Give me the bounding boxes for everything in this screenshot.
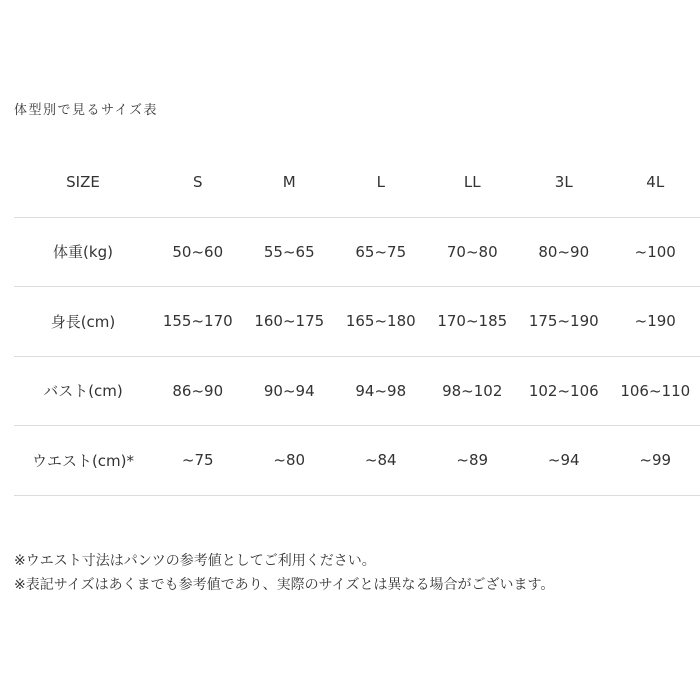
table-cell: 98~102 bbox=[427, 356, 519, 426]
table-row-weight bbox=[14, 217, 700, 287]
footnote-disclaimer: ※表記サイズはあくまでも参考値であり、実際のサイズとは異なる場合がございます。 bbox=[14, 577, 555, 593]
size-chart-table bbox=[14, 147, 700, 496]
table-cell: 106~110 bbox=[610, 356, 700, 426]
table-cell: 90~94 bbox=[244, 356, 336, 426]
header-size-l: L bbox=[335, 147, 427, 217]
table-cell: 175~190 bbox=[518, 287, 610, 357]
row-label: 体重(kg) bbox=[14, 217, 152, 287]
row-label: バスト(cm) bbox=[14, 356, 152, 426]
table-cell: 65~75 bbox=[335, 217, 427, 287]
footnotes bbox=[14, 549, 554, 597]
header-size-label: SIZE bbox=[14, 147, 152, 217]
table-cell: ~94 bbox=[518, 426, 610, 496]
page-title: 体型別で見るサイズ表 bbox=[14, 103, 158, 118]
table-header-row bbox=[14, 147, 700, 217]
table-row-waist bbox=[14, 426, 700, 496]
table-cell: 102~106 bbox=[518, 356, 610, 426]
table-cell: 165~180 bbox=[335, 287, 427, 357]
header-size-s: S bbox=[152, 147, 244, 217]
row-label: 身長(cm) bbox=[14, 287, 152, 357]
table-cell: 50~60 bbox=[152, 217, 244, 287]
table-cell: 80~90 bbox=[518, 217, 610, 287]
table-cell: ~75 bbox=[152, 426, 244, 496]
table-cell: 86~90 bbox=[152, 356, 244, 426]
table-cell: 155~170 bbox=[152, 287, 244, 357]
table-row-bust bbox=[14, 356, 700, 426]
header-size-m: M bbox=[244, 147, 336, 217]
table-cell: 170~185 bbox=[427, 287, 519, 357]
table-cell: ~84 bbox=[335, 426, 427, 496]
table-cell: ~99 bbox=[610, 426, 700, 496]
header-size-4l: 4L bbox=[610, 147, 700, 217]
table-cell: ~190 bbox=[610, 287, 700, 357]
table-cell: 160~175 bbox=[244, 287, 336, 357]
table-cell: ~80 bbox=[244, 426, 336, 496]
table-row-height bbox=[14, 287, 700, 357]
row-label: ウエスト(cm)* bbox=[14, 426, 152, 496]
footnote-waist: ※ウエスト寸法はパンツの参考値としてご利用ください。 bbox=[14, 553, 376, 569]
header-size-3l: 3L bbox=[518, 147, 610, 217]
table-cell: 94~98 bbox=[335, 356, 427, 426]
table-cell: ~89 bbox=[427, 426, 519, 496]
table-cell: 70~80 bbox=[427, 217, 519, 287]
table-cell: 55~65 bbox=[244, 217, 336, 287]
header-size-ll: LL bbox=[427, 147, 519, 217]
table-cell: ~100 bbox=[610, 217, 700, 287]
